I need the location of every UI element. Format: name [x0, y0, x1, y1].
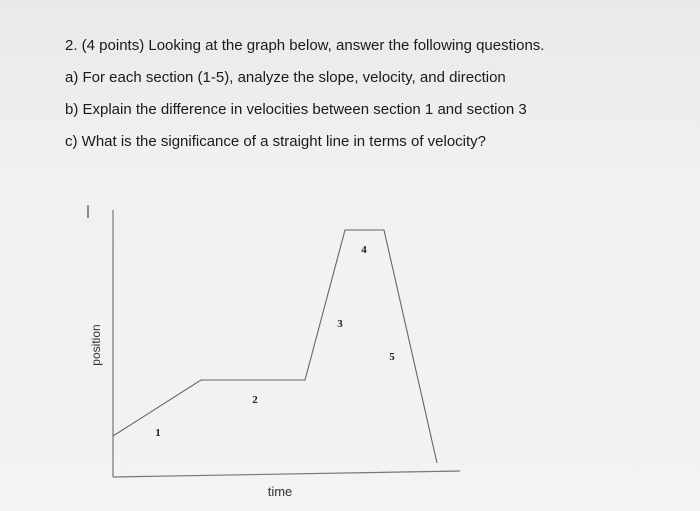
section-3-label: 3: [337, 318, 343, 330]
section-5-label: 5: [389, 351, 395, 363]
question-2-heading: 2. (4 points) Looking at the graph below, answer the following questions.: [65, 37, 545, 54]
question-a: a) For each section (1-5), analyze the slope, velocity, and direction: [65, 69, 506, 86]
x-axis-label: time: [267, 484, 293, 499]
section-1-label: 1: [155, 427, 161, 439]
question-c: c) What is the significance of a straight line in terms of velocity?: [65, 133, 487, 150]
x-axis: [113, 471, 460, 477]
y-axis-label: position: [89, 324, 103, 366]
position-curve: [113, 230, 437, 463]
section-2-label: 2: [252, 394, 258, 406]
section-4-label: 4: [361, 244, 367, 256]
question-b: b) Explain the difference in velocities between section 1 and section 3: [65, 101, 527, 118]
